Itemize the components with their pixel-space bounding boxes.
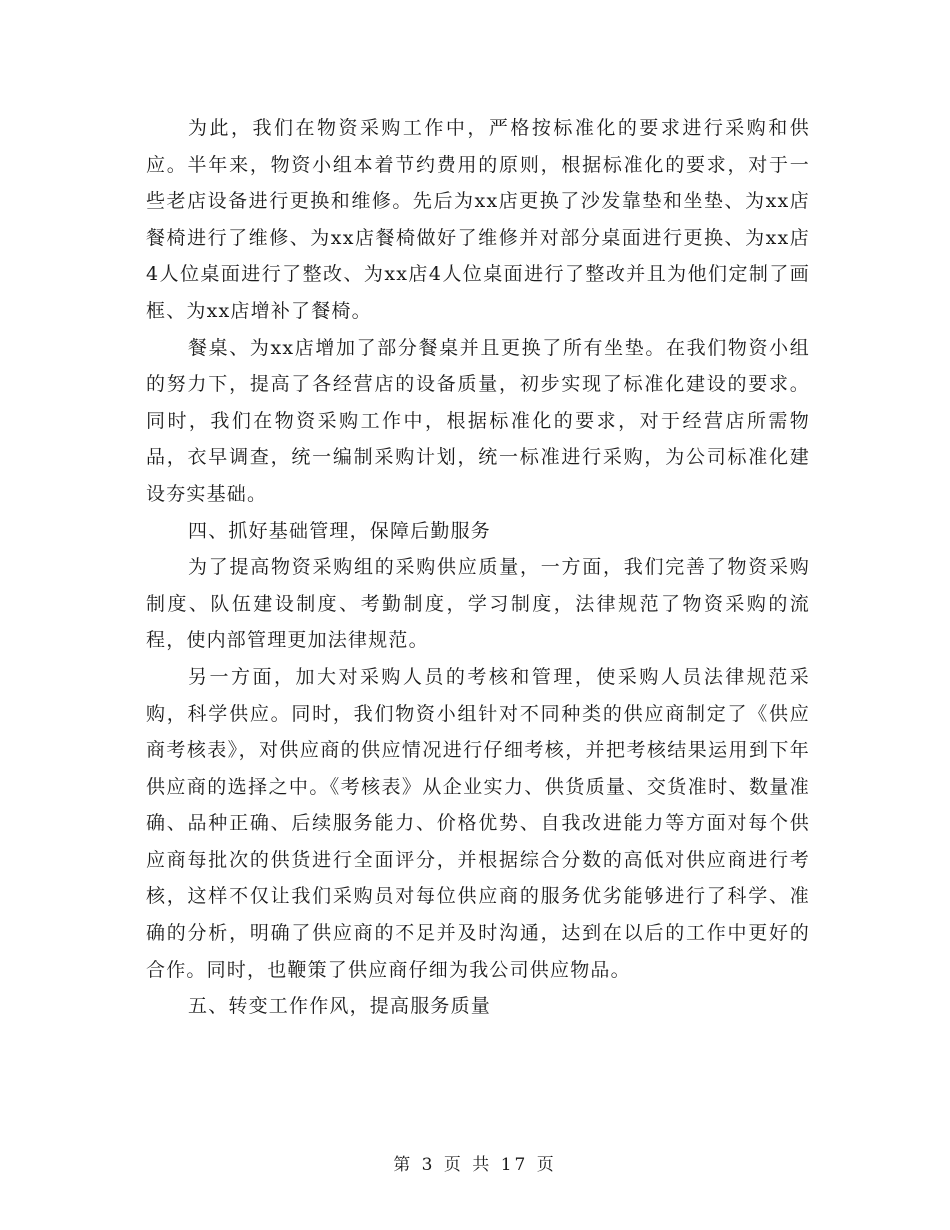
document-body xyxy=(146,110,810,1025)
paragraph-equipment-improvement: 餐桌、为xx店增加了部分餐桌并且更换了所有坐垫。在我们物资小组的努力下，提高了各经营店的设备质量，初步实现了标准化建设的要求。同时，我们在物资采购工作中，根据标准化的要求，对于经营店所需物品，衣早调查，统一编制采购计划，统一标准进行采购，为公司标准化建设夯实基础。 xyxy=(146,336,810,505)
page-number-footer: 第 3 页 共 17 页 xyxy=(393,1155,557,1175)
paragraph-procurement-standardization: 为此，我们在物资采购工作中，严格按标准化的要求进行采购和供应。半年来，物资小组本着节约费用的原则，根据标准化的要求，对于一些老店设备进行更换和维修。先后为xx店更换了沙发靠垫和坐垫、为xx店餐椅进行了维修、为xx店餐椅做好了维修并对部分桌面进行更换、为xx店4人位桌面进行了整改、为xx店4人位桌面进行了整改并且为他们定制了画框、为xx店增补了餐椅。 xyxy=(146,117,810,322)
paragraph-management-systems: 为了提高物资采购组的采购供应质量，一方面，我们完善了物资采购制度、队伍建设制度、考勤制度，学习制度，法律规范了物资采购的流程，使内部管理更加法律规范。 xyxy=(146,556,810,652)
section-heading-five: 五、转变工作作风，提高服务质量 xyxy=(188,995,492,1018)
paragraph-supplier-assessment: 另一方面，加大对采购人员的考核和管理，使采购人员法律规范采购，科学供应。同时，我们物资小组针对不同种类的供应商制定了《供应商考核表》，对供应商的供应情况进行仔细考核，并把考核结果运用到下年供应商的选择之中。《考核表》从企业实力、供货质量、交货准时、数量准确、品种正确、后续服务能力、价格优势、自我改进能力等方面对每个供应商每批次的供货进行全面评分，并根据综合分数的高低对供应商进行考核，这样不仅让我们采购员对每位供应商的服务优劣能够进行了科学、准确的分析，明确了供应商的不足并及时沟通，达到在以后的工作中更好的合作。同时，也鞭策了供应商仔细为我公司供应物品。 xyxy=(146,665,810,981)
section-heading-four: 四、抓好基础管理，保障后勤服务 xyxy=(188,519,492,542)
